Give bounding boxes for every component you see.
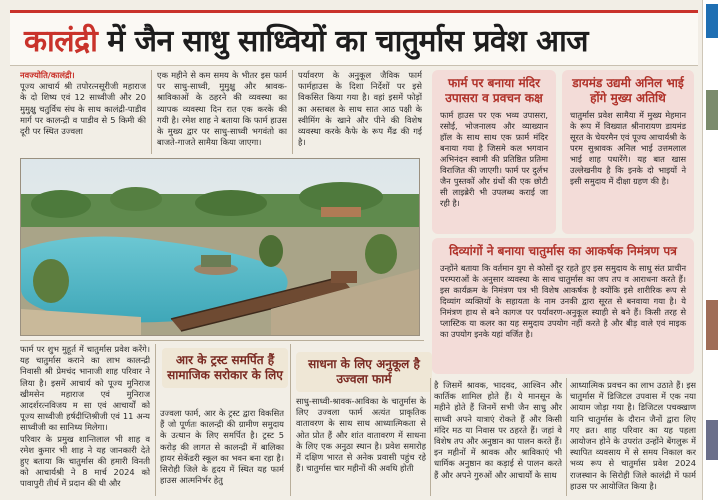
column-rule [430, 378, 431, 496]
column-rule [155, 344, 156, 496]
adjacent-page-photo [706, 420, 718, 460]
invitation-body: उन्होंने बताया कि वर्तमान युग से कोसों दूर रहते हुए इस समुदाय के साधु संत प्राचीन परम्पराओं के अनुसार व्यवस्था के साथ चातुर्मास का जप तप व आराधना करते हैं। इस कार्यक्रम के निमंत्रण पत्र भी विशेष आकर्षक है क्योंकि इसे शारीरिक रूप से दिव्यांग व्यक्तियों के सहायता के नाम उनकी द्वारा सूरत से बनवाया गया है। ये निमंत्रण हाथ से बने कागज पर पर्यावरण-अनुकूल स्याही से बने हैं। किसी तरह से प्लास्टिक या कलर का यह समुदाय उपयोग नहीं करते है और बीड़ वाले एवं माइक का उपयोग इनके यहां वर्जित है। [440, 263, 686, 339]
sadhana-heading: साधना के लिए अनुकूल है उज्वला फार्म [296, 352, 432, 392]
farm-temple-body: फार्म हाउस पर एक भव्य उपासरा, रसोई, भोजनालय और व्याख्यान हॉल के साथ साथ एक फ़ार्म मंदिर बनाया गया है जिसमे कल भगवान अभिनंदन स्वामी की प्रतिष्ठित प्रतिमा विराजित की जाएगी। फार्म पर दुर्लभ जैन पुस्तकों और ग्रंथों की एक छोटी सी लाइब्रेरी भी उपलब्ध कराई जा रही है। [440, 110, 548, 208]
trust-heading: आर के ट्रस्ट समर्पित हैं सामाजिक सरोकार के लिए [162, 348, 288, 388]
chief-guest-body: चातुर्मास प्रवेश सामैया में मुख्य मेहमान के रूप में विख्यात श्रीनारायण डायमंड सूरत के चेयरमैन एवं पूज्य आचार्यश्री के परम सुश्रावक अनिल भाई उत्तमलाल भाई शाह पधारेंगे। यह बात खास उल्लेखनीय है कि इनके दो भाइयों ने इसी समुदाय में दीक्षा ग्रहण की है। [570, 110, 686, 186]
lower-col-c: साधु-साध्वी-श्रावक-आविका के चातुर्मास के लिए उज्वला फार्म अत्यंत प्राकृतिक वातावरण के साथ साथ आध्यात्मिकता से ओत प्रोत हैं और शांत वातावरण में साधना के लिए एक अनुठा स्थान है। प्रवेश समारोह में दक्षिण भारत से अनेक प्रवासी पहुंच रहे हैं। चातुर्मास चार महीनों की अवधि होती [296, 396, 426, 474]
farm-temple-heading: फार्म पर बनाया मंदिर उपासरा व प्रवचन कक्ष [445, 76, 543, 105]
farm-temple-box [432, 70, 556, 234]
intro-col-3: पर्यावरण के अनुकूल जैविक फार्म फार्महाउस के दिशा निर्देशों पर इसे विकसित किया गया है। वहां इसमें फोड़ों का अस्तबल के साथ सात आठ पक्षी के स्वीमिंग के खाने और पीने की विशेष व्यवस्था करके कैफे के रूप मैंढ की गई है। [298, 70, 422, 148]
adjacent-page-photo [706, 300, 718, 350]
invitation-box [432, 238, 694, 374]
column-rule [566, 378, 567, 496]
intro-col-1 [20, 70, 146, 152]
chief-guest-box [562, 70, 694, 234]
lower-col-a [20, 344, 150, 496]
headline-banner [10, 10, 698, 66]
column-rule [290, 344, 291, 496]
lower-col-a-text: फार्म पर शुभ मुहूर्त में चातुर्मास प्रवेश करेंगे। यह चातुर्मास कराने का लाभ कालन्द्री निवासी श्री प्रेमचंद भानाजी शाह परिवार ने लिया है। इसमें आचार्य को पूज्य मुनिराज खीमसेन महाराज एवं मुनिराज आदर्शरत्नविजय म सा एवं आचार्यों को पूज्य साध्वीजी हर्षदीप्तिश्रीजी एवं 11 अन्य साध्वीजी का सानिध्य मिलेगा। [20, 344, 150, 433]
farm-photo [20, 158, 420, 336]
dateline: नवज्योति/कालंद्री। [20, 70, 75, 80]
adjacent-page-block [706, 4, 718, 38]
intro-col-1-text: पूज्य आचार्य श्री तपोरत्नसूरीजी महाराज के दो शिष्य एवं 12 साध्वीजी और 20 मुमुक्षु चतुर्विध संघ के साथ कालंद्री-पाडीव मार्ग पर कालन्द्री व पाडीव से 5 किमी की दूरी पर स्थित उज्वला [20, 81, 146, 137]
invitation-heading: दिव्यांगों ने बनाया चातुर्मास का आकर्षक निमंत्रण पत्र [449, 244, 677, 258]
adjacent-page-photo [706, 90, 718, 130]
headline-prefix: कालंद्री [24, 24, 98, 59]
headline-rest: में जैन साधु साध्वियों का चातुर्मास प्रवेश आज [97, 24, 589, 59]
lower-col-a2-text: परिवार के प्रमुख शान्तिलाल भी शाह व रमेश कुमार भी शाह ने यह जानकारी देते हुए बताया कि चातुर्मास की हमारी विनती को आचार्यश्री ने 8 मार्च 2024 को पावापुरी तीर्थ में प्रदान की थी और [20, 433, 150, 489]
section-rule [20, 340, 424, 341]
farm-photo-image [21, 159, 419, 335]
column-rule [292, 70, 293, 154]
chief-guest-heading: डायमंड उद्यमी अनिल भाई होंगे मुख्य अतिथि [572, 76, 684, 105]
adjacent-page-strip [702, 0, 720, 500]
lower-col-e: आध्यात्मिक प्रवचन का लाभ उठाते हैं। इस चातुर्मास में डिजिटल उपवास में एक नया आयाम जोड़ा गया है। डिजिटल पचक्खाण यानि चातुर्मास के दौरान जैनों द्वारा लिए गए व्रत। शाह परिवार का यह पहला आयोजन होने के उपरांत उन्होंने बेंगलुरू में स्थापित व्यवसाय में से समय निकाल कर भव्य रूप से चातुर्मास प्रवेश 2024 राजस्थान के सिरोही जिले कालंद्री में फार्म हाउस पर आयोजित किया है। [570, 380, 696, 491]
column-rule [151, 70, 152, 154]
headline [24, 19, 588, 60]
lower-col-b: उज्वला फार्म, आर के ट्रस्ट द्वारा विकसित हैं जो पूर्णतः कालन्द्री की ग्रामीण समुदाय के उत्थान के लिए समर्पित है। ट्रस्ट 5 करोड़ की लागत से कालन्द्री में बालिका हायर सेकेंडरी स्कूल का भवन बना रहा है। सिरोही जिले के हृदय में स्थित यह फार्म हाउस आत्मनिर्भर हेतु [160, 408, 284, 486]
intro-col-2: एक महीने से कम समय के भीतर इस फार्म पर साधु-साध्वी, मुमुक्षु और श्रावक-श्राविकाओं के ठहरने की व्यवस्था का व्यापक व्यवस्था दिन रात एक करके की गयी है। रमेश शाह ने बताया कि फार्म हाउस के मुख्य द्वार पर साधु-साध्वी भगवंतो का बाजते-गाजते सामैया किया जाएगा। [157, 70, 287, 148]
lower-col-d: है जिसमें श्रावक, भादवद, आश्विन और कार्तिक शामिल होते हैं। ये मानसून के महीने होते हैं जिनमें सभी जैन साधु और साध्वी अपने यात्राएं रोकते हैं और किसी मंदिर मठ या निवास पर ठहरते हैं। जहां वे विशेष तप और अनुष्ठान का पालन करते हैं। इन महीनों में श्रावक और श्राविकाएं भी धार्मिक अनुष्ठान का कड़ाई से पालन करते हैं और अपने गुरुओं और आचार्यों के साथ [434, 380, 562, 480]
